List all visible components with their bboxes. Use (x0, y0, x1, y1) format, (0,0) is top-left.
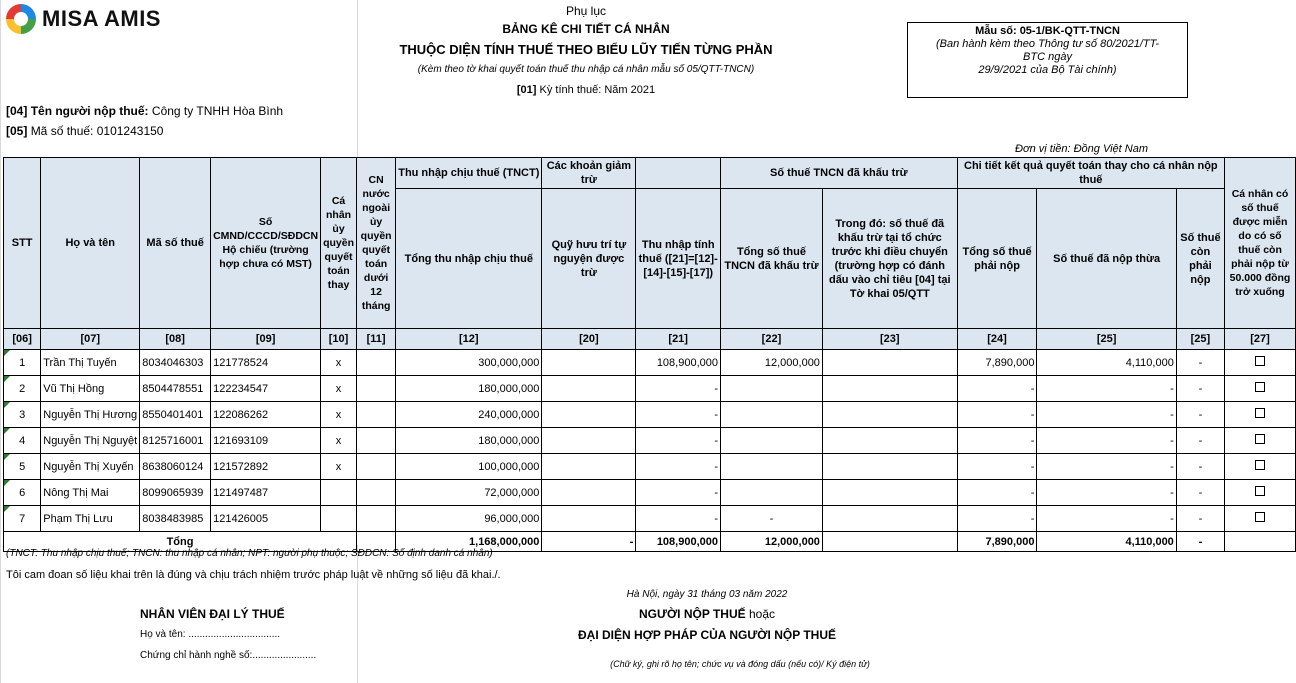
tax-code-cell[interactable]: 8504478551 (140, 376, 211, 402)
tax-code-cell[interactable]: 8638060124 (140, 454, 211, 480)
exempt-checkbox-cell[interactable] (1225, 428, 1296, 454)
payer-title-bold: NGƯỜI NỘP THUẾ (638, 607, 746, 621)
authorized-cell[interactable]: x (321, 350, 357, 376)
tax-payable-cell[interactable]: - (957, 428, 1037, 454)
tax-code-cell[interactable]: 8038483985 (140, 506, 211, 532)
tax-code-cell[interactable]: 8099065939 (140, 480, 211, 506)
appendix-label: Phụ lục (565, 4, 607, 18)
currency-note: Đơn vị tiền: Đồng Việt Nam (1015, 143, 1149, 155)
code-cell: [27] (1225, 329, 1296, 350)
assessable-income-cell[interactable]: - (636, 376, 721, 402)
stt-cell[interactable]: 3 (4, 402, 41, 428)
name-cell[interactable]: Nông Thị Mai (41, 480, 140, 506)
exempt-checkbox-cell[interactable] (1225, 454, 1296, 480)
code-cell: [23] (822, 329, 957, 350)
cell-comment-marker-icon (4, 376, 10, 382)
pension-cell[interactable] (542, 376, 636, 402)
exempt-checkbox[interactable] (1255, 356, 1265, 366)
pension-cell[interactable] (542, 350, 636, 376)
tax-payable-cell[interactable]: - (957, 506, 1037, 532)
name-cell[interactable]: Vũ Thị Hồng (41, 376, 140, 402)
code-cell: [08] (140, 329, 211, 350)
group-blank (636, 158, 721, 189)
code-cell: [25] (1176, 329, 1224, 350)
header-total-withheld: Tổng số thuế TNCN đã khấu trừ (720, 189, 822, 329)
assessable-income-cell[interactable]: - (636, 480, 721, 506)
signing-date: Hà Nội, ngày 31 tháng 03 năm 2022 (626, 589, 788, 600)
code-cell: [20] (542, 329, 636, 350)
grid-line (0, 0, 1, 683)
foreigner-cell[interactable] (357, 506, 396, 532)
cell-comment-marker-icon (4, 350, 10, 356)
exempt-checkbox-cell[interactable] (1225, 480, 1296, 506)
pension-cell[interactable] (542, 480, 636, 506)
tax-code-label: Mã số thuế: (30, 124, 94, 138)
stt-cell[interactable]: 5 (4, 454, 41, 480)
stt-cell[interactable]: 2 (4, 376, 41, 402)
id-number-cell[interactable]: 122234547 (211, 376, 321, 402)
exempt-checkbox[interactable] (1255, 460, 1265, 470)
exempt-checkbox[interactable] (1255, 382, 1265, 392)
id-number-cell[interactable]: 121572892 (211, 454, 321, 480)
tax-period-code: [01] (516, 84, 537, 96)
tax-detail-table (3, 157, 1296, 552)
cell-comment-marker-icon (4, 480, 10, 486)
total-overpaid-sum[interactable]: 4,110,000 (1037, 532, 1176, 552)
total-income-cell[interactable]: 96,000,000 (396, 506, 542, 532)
table-row (4, 454, 1296, 480)
table-row (4, 480, 1296, 506)
header-name: Họ và tên (41, 158, 140, 329)
header-total-taxable-income: Tổng thu nhập chịu thuế (396, 189, 542, 329)
assessable-income-cell[interactable]: - (636, 428, 721, 454)
header-id-number: Số CMND/CCCD/SĐDCN Hộ chiếu (trường hợp chưa có MST) (211, 158, 321, 329)
code-cell: [22] (720, 329, 822, 350)
tax-period (357, 84, 815, 96)
remaining-cell[interactable]: - (1176, 350, 1224, 376)
name-cell[interactable]: Phạm Thị Lưu (41, 506, 140, 532)
withheld-before-transfer-cell[interactable] (822, 402, 957, 428)
id-number-cell[interactable]: 121693109 (211, 428, 321, 454)
tax-code-cell[interactable]: 8550401401 (140, 402, 211, 428)
header-pension-fund: Quỹ hưu trí tự nguyện được trừ (542, 189, 636, 329)
withheld-before-transfer-cell[interactable] (822, 376, 957, 402)
total-income-cell[interactable]: 72,000,000 (396, 480, 542, 506)
payer-title (557, 607, 857, 621)
group-withheld-tax: Số thuế TNCN đã khấu trừ (720, 158, 957, 189)
commitment-statement: Tôi cam đoan số liệu khai trên là đúng và chịu trách nhiệm trước pháp luật về những số liệu đã khai./. (6, 569, 501, 581)
stt-cell[interactable]: 7 (4, 506, 41, 532)
overpaid-cell[interactable]: - (1037, 428, 1176, 454)
total-withheld-sum[interactable]: 12,000,000 (720, 532, 822, 552)
header-tax-payable: Tổng số thuế phải nộp (957, 189, 1037, 329)
authorized-cell[interactable]: x (321, 428, 357, 454)
authorized-cell[interactable]: x (321, 402, 357, 428)
form-issued-line: (Ban hành kèm theo Thông tư số 80/2021/TT- (935, 38, 1160, 50)
foreigner-cell[interactable] (357, 454, 396, 480)
withheld-before-transfer-cell[interactable] (822, 454, 957, 480)
overpaid-cell[interactable]: - (1037, 454, 1176, 480)
authorized-cell[interactable]: x (321, 376, 357, 402)
form-number: Mẫu số: 05-1/BK-QTT-TNCN (975, 25, 1120, 37)
misa-amis-logo (6, 4, 161, 34)
table-row (4, 376, 1296, 402)
code-cell: [10] (321, 329, 357, 350)
logo-text: MISA AMIS (42, 6, 161, 31)
tax-payable-cell[interactable]: - (957, 480, 1037, 506)
agent-certificate-field[interactable]: Chứng chỉ hành nghề số:....................... (140, 650, 317, 661)
agent-name-field[interactable]: Họ và tên: ................................. (140, 629, 281, 640)
total-income-cell[interactable]: 100,000,000 (396, 454, 542, 480)
total-pension-sum[interactable]: - (542, 532, 636, 552)
tax-period-label: Kỳ tính thuế: Năm 2021 (539, 84, 656, 96)
table-row (4, 428, 1296, 454)
withheld-before-transfer-cell[interactable] (822, 506, 957, 532)
pension-cell[interactable] (542, 506, 636, 532)
exempt-checkbox-cell[interactable] (1225, 506, 1296, 532)
total-assessable-sum[interactable]: 108,900,000 (636, 532, 721, 552)
overpaid-cell[interactable]: 4,110,000 (1037, 350, 1176, 376)
taxpayer-code-row (6, 124, 163, 138)
assessable-income-cell[interactable]: - (636, 402, 721, 428)
total-income-cell[interactable]: 180,000,000 (396, 428, 542, 454)
authorized-cell[interactable]: x (321, 454, 357, 480)
form-issued-line: BTC ngày (1023, 51, 1072, 63)
header-authorized: Cá nhân ủy quyền quyết toán thay (321, 158, 357, 329)
table-row (4, 506, 1296, 532)
authorized-cell[interactable] (321, 480, 357, 506)
code-cell: [24] (957, 329, 1037, 350)
id-number-cell[interactable]: 121497487 (211, 480, 321, 506)
tax-payable-cell[interactable]: - (957, 376, 1037, 402)
pension-cell[interactable] (542, 454, 636, 480)
exempt-checkbox[interactable] (1255, 434, 1265, 444)
header-exempt: Cá nhân có số thuế được miễn do có số thuế còn phải nộp từ 50.000 đồng trở xuống (1225, 158, 1296, 329)
cell-comment-marker-icon (4, 506, 10, 512)
header-withheld-before-transfer: Trong đó: số thuế đã khấu trừ tại tổ chức trước khi điều chuyển (trường hợp có đánh dấu vào chỉ tiêu [04] tại Tờ khai 05/QTT (822, 189, 957, 329)
header-foreigner: CN nước ngoài ủy quyền quyết toán dưới 12 tháng (357, 158, 396, 329)
header-overpaid-tax: Số thuế đã nộp thừa (1037, 189, 1176, 329)
exempt-checkbox[interactable] (1255, 408, 1265, 418)
tax-code-value[interactable]: 0101243150 (96, 124, 164, 138)
header-stt: STT (4, 158, 41, 329)
total-exempt-cell[interactable] (1225, 532, 1296, 552)
total-income-sum[interactable]: 1,168,000,000 (396, 532, 542, 552)
remaining-cell[interactable]: - (1176, 506, 1224, 532)
remaining-cell[interactable]: - (1176, 480, 1224, 506)
group-deductions: Các khoản giảm trừ (542, 158, 636, 189)
remaining-cell[interactable]: - (1176, 402, 1224, 428)
name-cell[interactable]: Trần Thị Tuyến (41, 350, 140, 376)
authorized-cell[interactable] (321, 506, 357, 532)
tax-code-cell[interactable]: 8034046303 (140, 350, 211, 376)
total-remaining-sum[interactable]: - (1176, 532, 1224, 552)
stt-cell[interactable]: 6 (4, 480, 41, 506)
pension-cell[interactable] (542, 402, 636, 428)
taxpayer-name-value[interactable]: Công ty TNHH Hòa Bình (151, 104, 284, 118)
agent-title: NHÂN VIÊN ĐẠI LÝ THUẾ (140, 607, 285, 621)
code-cell: [06] (4, 329, 41, 350)
code-cell: [11] (357, 329, 396, 350)
assessable-income-cell[interactable]: 108,900,000 (636, 350, 721, 376)
document-attachment-note: (Kèm theo tờ khai quyết toán thuế thu nhập cá nhân mẫu số 05/QTT-TNCN) (417, 64, 755, 75)
stt-cell[interactable]: 4 (4, 428, 41, 454)
taxpayer-name-label: Tên người nộp thuế: (30, 104, 149, 118)
total-label: Tổng (4, 532, 357, 552)
withheld-cell[interactable] (720, 428, 822, 454)
tax-code-code: [05] (6, 124, 28, 138)
assessable-income-cell[interactable]: - (636, 506, 721, 532)
foreigner-cell[interactable] (357, 402, 396, 428)
total-income-cell[interactable]: 240,000,000 (396, 402, 542, 428)
withheld-cell[interactable] (720, 454, 822, 480)
tax-payable-cell[interactable]: 7,890,000 (957, 350, 1037, 376)
total-payable-sum[interactable]: 7,890,000 (957, 532, 1037, 552)
withheld-cell[interactable]: - (720, 506, 822, 532)
id-number-cell[interactable]: 121426005 (211, 506, 321, 532)
code-cell: [21] (636, 329, 721, 350)
taxpayer-name-row (6, 104, 283, 118)
document-title: BẢNG KÊ CHI TIẾT CÁ NHÂN (502, 22, 670, 36)
abbreviation-note: (TNCT: Thu nhập chịu thuế; TNCN: thu nhập cá nhân; NPT: người phụ thuộc; SĐDCN: Số định danh cá nhân) (6, 548, 493, 559)
withheld-cell[interactable] (720, 402, 822, 428)
foreigner-cell[interactable] (357, 376, 396, 402)
withheld-before-transfer-cell[interactable] (822, 428, 957, 454)
cell-comment-marker-icon (4, 454, 10, 460)
exempt-checkbox-cell[interactable] (1225, 350, 1296, 376)
cell-comment-marker-icon (4, 402, 10, 408)
total-income-cell[interactable]: 300,000,000 (396, 350, 542, 376)
withheld-before-transfer-cell[interactable] (822, 480, 957, 506)
foreigner-cell[interactable] (357, 428, 396, 454)
code-cell: [25] (1037, 329, 1176, 350)
withheld-cell[interactable]: 12,000,000 (720, 350, 822, 376)
foreigner-cell[interactable] (357, 350, 396, 376)
code-cell: [07] (41, 329, 140, 350)
exempt-checkbox[interactable] (1255, 486, 1265, 496)
tax-payable-cell[interactable]: - (957, 402, 1037, 428)
legal-representative-title: ĐẠI DIỆN HỢP PHÁP CỦA NGƯỜI NỘP THUẾ (577, 628, 837, 642)
tax-code-cell[interactable]: 8125716001 (140, 428, 211, 454)
withheld-before-transfer-cell[interactable] (822, 350, 957, 376)
logo-icon (6, 4, 36, 34)
exempt-checkbox-cell[interactable] (1225, 402, 1296, 428)
header-remaining-tax: Số thuế còn phải nộp (1176, 189, 1224, 329)
id-number-cell[interactable]: 122086262 (211, 402, 321, 428)
remaining-cell[interactable]: - (1176, 376, 1224, 402)
foreigner-cell[interactable] (357, 480, 396, 506)
remaining-cell[interactable]: - (1176, 454, 1224, 480)
header-assessable-income: Thu nhập tính thuế ([21]=[12]-[14]-[15]-[17]) (636, 189, 721, 329)
overpaid-cell[interactable]: - (1037, 506, 1176, 532)
tax-payable-cell[interactable]: - (957, 454, 1037, 480)
overpaid-cell[interactable]: - (1037, 480, 1176, 506)
payer-title-rest: hoặc (745, 607, 775, 621)
document-subtitle: THUỘC DIỆN TÍNH THUẾ THEO BIỂU LŨY TIẾN TỪNG PHẦN (399, 42, 773, 57)
pension-cell[interactable] (542, 428, 636, 454)
name-cell[interactable]: Nguyễn Thị Xuyến (41, 454, 140, 480)
total-withheld-before-transfer[interactable] (822, 532, 957, 552)
overpaid-cell[interactable]: - (1037, 402, 1176, 428)
code-cell: [09] (211, 329, 321, 350)
exempt-checkbox-cell[interactable] (1225, 376, 1296, 402)
grid-line (357, 545, 358, 683)
cell-comment-marker-icon (4, 428, 10, 434)
group-settlement-detail: Chi tiết kết quả quyết toán thay cho cá nhân nộp thuế (957, 158, 1224, 189)
taxpayer-name-code: [04] (6, 104, 28, 118)
stt-cell[interactable]: 1 (4, 350, 41, 376)
form-issued-line: 29/9/2021 của Bộ Tài chính) (978, 64, 1117, 76)
table-row (4, 402, 1296, 428)
id-number-cell[interactable]: 121778524 (211, 350, 321, 376)
exempt-checkbox[interactable] (1255, 512, 1265, 522)
signature-note: (Chữ ký, ghi rõ họ tên; chức vụ và đóng dấu (nếu có)/ Ký điện tử) (610, 659, 870, 669)
name-cell[interactable]: Nguyễn Thị Hương (41, 402, 140, 428)
name-cell[interactable]: Nguyễn Thị Nguyệt (41, 428, 140, 454)
code-cell: [12] (396, 329, 542, 350)
header-tax-code: Mã số thuế (140, 158, 211, 329)
assessable-income-cell[interactable]: - (636, 454, 721, 480)
overpaid-cell[interactable]: - (1037, 376, 1176, 402)
table-row (4, 350, 1296, 376)
form-number-box (907, 22, 1188, 98)
remaining-cell[interactable]: - (1176, 428, 1224, 454)
total-income-cell[interactable]: 180,000,000 (396, 376, 542, 402)
withheld-cell[interactable] (720, 480, 822, 506)
group-taxable-income: Thu nhập chịu thuế (TNCT) (396, 158, 542, 189)
withheld-cell[interactable] (720, 376, 822, 402)
